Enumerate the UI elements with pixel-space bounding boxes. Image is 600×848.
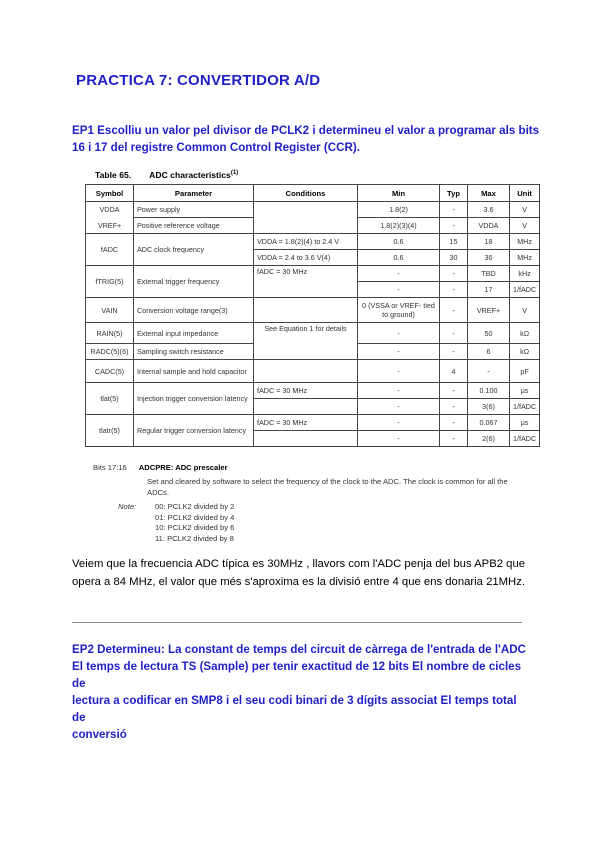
table-row (86, 360, 540, 383)
header-cell: Unit (510, 185, 540, 202)
cell-unit: pF (510, 360, 540, 383)
cell-unit: 1/fADC (510, 282, 540, 298)
cell-cond (254, 431, 358, 447)
prescaler-option: 00: PCLK2 divided by 2 (155, 502, 235, 511)
table-number: Table 65. (95, 170, 132, 180)
table-caption (95, 170, 238, 180)
cell-max: 36 (468, 250, 510, 266)
cell-max: 18 (468, 234, 510, 250)
prescaler-option: 01: PCLK2 divided by 4 (155, 512, 235, 522)
cell-min: 0 (VSSA or VREF- tied to ground) (358, 298, 440, 323)
cell-typ: - (440, 202, 468, 218)
cell-unit: 1/fADC (510, 399, 540, 415)
cell-typ: - (440, 323, 468, 344)
cell-min: - (358, 399, 440, 415)
cell-cond: fADC = 30 MHz (254, 415, 358, 431)
cell-cond: VDDA = 1.8(2)(4) to 2.4 V (254, 234, 358, 250)
prescaler-bits-label: Bits 17:16 (93, 463, 127, 472)
cell-cond (254, 298, 358, 323)
cell-min: 1.8(2) (358, 202, 440, 218)
cell-unit: kHz (510, 266, 540, 282)
cell-max: 50 (468, 323, 510, 344)
cell-param: Regular trigger conversion latency (134, 415, 254, 447)
table-row (86, 383, 540, 399)
header-cell: Min (358, 185, 440, 202)
cell-param: Positive reference voltage (134, 218, 254, 234)
cell-unit: kΩ (510, 344, 540, 360)
header-cell: Max (468, 185, 510, 202)
cell-max: 3.6 (468, 202, 510, 218)
cell-cond: VDDA = 2.4 to 3.6 V(4) (254, 250, 358, 266)
cell-unit: MHz (510, 234, 540, 250)
cell-min: 0.6 (358, 234, 440, 250)
cell-symbol: VREF+ (86, 218, 134, 234)
cell-param: External input impedance (134, 323, 254, 344)
cell-param: Conversion voltage range(3) (134, 298, 254, 323)
ep2-line-3: lectura a codificar en SMP8 i el seu codi binari de 3 dígits associat El temps total de (72, 694, 517, 724)
cell-typ: 4 (440, 360, 468, 383)
cell-symbol: RADC(5)(6) (86, 344, 134, 360)
cell-unit: MHz (510, 250, 540, 266)
cell-param: Internal sample and hold capacitor (134, 360, 254, 383)
answer-line-1: Veiem que la frecuencia ADC típica es 30MHz , llavors com l'ADC penja del bus APB2 que (72, 558, 526, 570)
exercise-ep2 (72, 641, 532, 743)
table-row (86, 234, 540, 250)
answer-paragraph (72, 555, 542, 591)
cell-typ: - (440, 399, 468, 415)
cell-unit: µs (510, 383, 540, 399)
cell-unit: V (510, 298, 540, 323)
cell-min: - (358, 282, 440, 298)
page-title: PRACTICA 7: CONVERTIDOR A/D (76, 72, 321, 89)
prescaler-note (118, 502, 235, 543)
table-row (86, 202, 540, 218)
separator-line (72, 622, 522, 623)
table-row (86, 266, 540, 282)
cell-unit: V (510, 218, 540, 234)
cell-max: TBD (468, 266, 510, 282)
exercise-ep1 (72, 122, 542, 156)
cell-unit: 1/fADC (510, 431, 540, 447)
prescaler-option: 10: PCLK2 divided by 6 (155, 523, 235, 532)
cell-typ: - (440, 218, 468, 234)
cell-typ: - (440, 298, 468, 323)
cell-max: 0.100 (468, 383, 510, 399)
cell-cond (254, 202, 358, 234)
cell-param: ADC clock frequency (134, 234, 254, 266)
cell-param: Power supply (134, 202, 254, 218)
cell-min: - (358, 431, 440, 447)
cell-min: 1.8(2)(3)(4) (358, 218, 440, 234)
cell-min: - (358, 415, 440, 431)
cell-cond: fADC = 30 MHz (254, 383, 358, 399)
cell-symbol: tlat(5) (86, 383, 134, 415)
table-caption-sup: (1) (230, 170, 239, 177)
cell-max: 17 (468, 282, 510, 298)
adc-characteristics-table (85, 184, 540, 447)
cell-symbol: fTRIG(5) (86, 266, 134, 298)
prescaler-name: ADCPRE: ADC prescaler (138, 463, 228, 472)
cell-typ: 30 (440, 250, 468, 266)
cell-typ: 15 (440, 234, 468, 250)
table-caption-text: ADC characteristics (149, 170, 231, 180)
cell-cond: fADC = 30 MHz (254, 266, 358, 298)
cell-typ: - (440, 266, 468, 282)
ep2-line-1: EP2 Determineu: La constant de temps del circuit de càrrega de l'entrada de l'ADC (72, 643, 526, 656)
cell-param: Sampling switch resistance (134, 344, 254, 360)
cell-min: - (358, 266, 440, 282)
cell-unit: µs (510, 415, 540, 431)
table-row (86, 415, 540, 431)
cell-min: - (358, 383, 440, 399)
header-cell: Conditions (254, 185, 358, 202)
cell-max: 3(6) (468, 399, 510, 415)
cell-typ: - (440, 344, 468, 360)
cell-min: - (358, 344, 440, 360)
cell-cond: See Equation 1 for details (254, 323, 358, 360)
cell-typ: - (440, 431, 468, 447)
note-label: Note: (118, 502, 137, 511)
cell-max: 6 (468, 344, 510, 360)
cell-unit: V (510, 202, 540, 218)
prescaler-options (155, 502, 234, 544)
cell-unit: kΩ (510, 323, 540, 344)
table-row (86, 298, 540, 323)
table-header-row (86, 185, 540, 202)
cell-min: - (358, 360, 440, 383)
prescaler-option: 11: PCLK2 divided by 8 (155, 533, 234, 543)
cell-symbol: VAIN (86, 298, 134, 323)
prescaler-description: Set and cleared by software to select the frequency of the clock to the ADC. The clock is common for all the ADCs. (147, 477, 508, 497)
cell-min: - (358, 323, 440, 344)
table-row (86, 323, 540, 344)
ep2-line-4: conversió (72, 728, 127, 741)
cell-max: VREF+ (468, 298, 510, 323)
cell-symbol: VDDA (86, 202, 134, 218)
cell-min: 0.6 (358, 250, 440, 266)
cell-symbol: CADC(5) (86, 360, 134, 383)
cell-param: External trigger frequency (134, 266, 254, 298)
header-cell: Parameter (134, 185, 254, 202)
cell-typ: - (440, 383, 468, 399)
cell-max: 2(6) (468, 431, 510, 447)
cell-param: Injection trigger conversion latency (134, 383, 254, 415)
prescaler-bits (93, 463, 228, 472)
ep1-line-1: EP1 Escolliu un valor pel divisor de PCLK2 i determineu el valor a programar als bits (72, 124, 540, 137)
cell-typ: - (440, 415, 468, 431)
cell-cond (254, 360, 358, 383)
cell-typ: - (440, 282, 468, 298)
cell-max: VDDA (468, 218, 510, 234)
cell-symbol: tlatr(5) (86, 415, 134, 447)
cell-max: - (468, 360, 510, 383)
ep1-line-2: 16 i 17 del registre Common Control Register (CCR). (72, 141, 360, 154)
header-cell: Typ (440, 185, 468, 202)
ep2-line-2: El temps de lectura TS (Sample) per tenir exactitud de 12 bits El nombre de cicles de (72, 660, 522, 690)
cell-max: 0.067 (468, 415, 510, 431)
cell-symbol: fADC (86, 234, 134, 266)
cell-cond (254, 399, 358, 415)
cell-symbol: RAIN(5) (86, 323, 134, 344)
header-cell: Symbol (86, 185, 134, 202)
answer-line-2: opera a 84 MHz, el valor que més s'aproxima es la divisió entre 4 que ens donaria 21MHz. (72, 576, 526, 588)
